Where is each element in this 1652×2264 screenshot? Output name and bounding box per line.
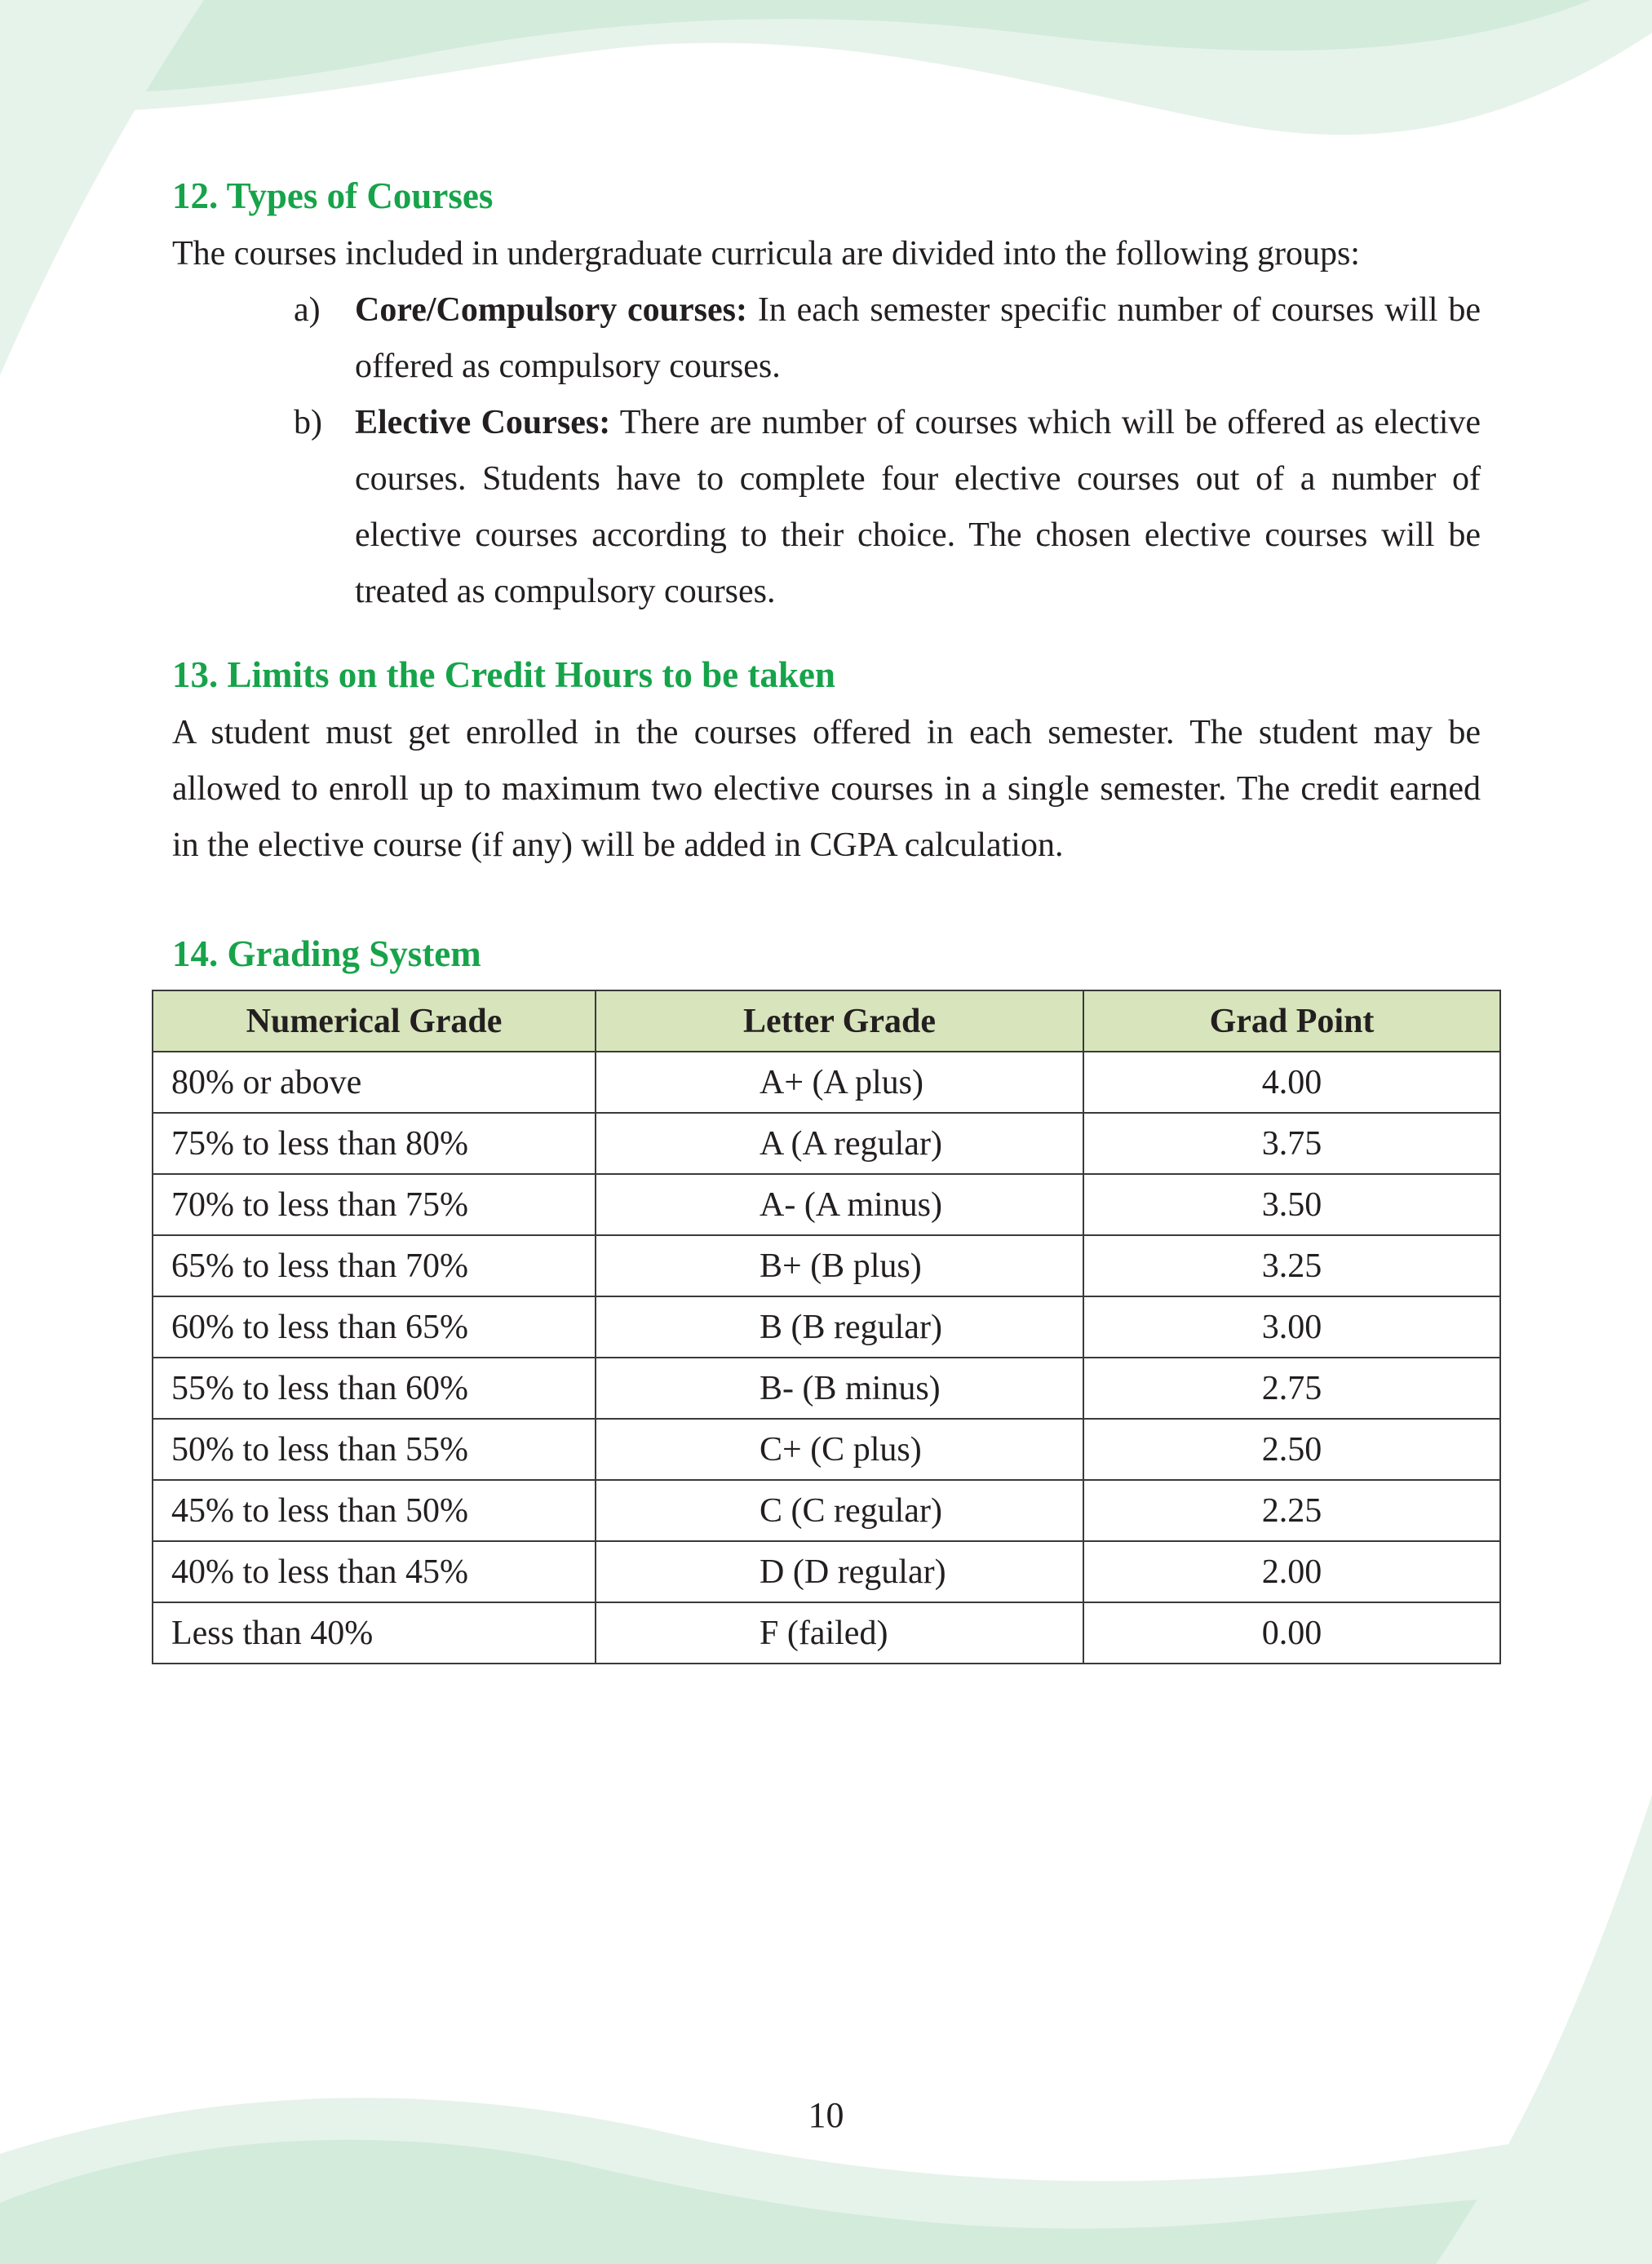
column-header-numerical-grade: Numerical Grade bbox=[153, 990, 596, 1052]
numerical-grade-cell: Less than 40% bbox=[153, 1602, 596, 1664]
letter-grade-cell: C (C regular) bbox=[596, 1480, 1083, 1541]
table-row bbox=[153, 1541, 1500, 1602]
list-item-text bbox=[355, 282, 1481, 395]
letter-grade-cell: B+ (B plus) bbox=[596, 1235, 1083, 1296]
numerical-grade-cell: 50% to less than 55% bbox=[153, 1419, 596, 1480]
numerical-grade-cell: 55% to less than 60% bbox=[153, 1358, 596, 1419]
letter-grade-cell: A+ (A plus) bbox=[596, 1052, 1083, 1113]
grade-point-cell: 3.50 bbox=[1083, 1174, 1500, 1235]
list-item-term: Core/Compulsory courses: bbox=[355, 291, 747, 329]
column-header-grad-point: Grad Point bbox=[1083, 990, 1500, 1052]
table-header-row bbox=[153, 990, 1500, 1052]
numerical-grade-cell: 70% to less than 75% bbox=[153, 1174, 596, 1235]
letter-grade-cell: F (failed) bbox=[596, 1602, 1083, 1664]
table-row bbox=[153, 1602, 1500, 1664]
numerical-grade-cell: 60% to less than 65% bbox=[153, 1296, 596, 1358]
grade-point-cell: 3.00 bbox=[1083, 1296, 1500, 1358]
list-marker: a) bbox=[294, 291, 321, 329]
table-row bbox=[153, 1419, 1500, 1480]
table-row bbox=[153, 1113, 1500, 1174]
numerical-grade-cell: 75% to less than 80% bbox=[153, 1113, 596, 1174]
list-item-core-courses bbox=[294, 282, 1481, 395]
list-item-text bbox=[355, 395, 1481, 620]
letter-grade-cell: B- (B minus) bbox=[596, 1358, 1083, 1419]
table-row bbox=[153, 1480, 1500, 1541]
list-item-term: Elective Courses: bbox=[355, 404, 611, 441]
section-12-intro: The courses included in undergraduate curricula are divided into the following groups: bbox=[172, 235, 1360, 272]
letter-grade-cell: B (B regular) bbox=[596, 1296, 1083, 1358]
page-number: 10 bbox=[808, 2095, 844, 2135]
section-13-heading: 13. Limits on the Credit Hours to be taken bbox=[172, 654, 835, 695]
numerical-grade-cell: 80% or above bbox=[153, 1052, 596, 1113]
table-row bbox=[153, 1235, 1500, 1296]
table-row bbox=[153, 1296, 1500, 1358]
grading-table bbox=[152, 990, 1501, 1664]
letter-grade-cell: A- (A minus) bbox=[596, 1174, 1083, 1235]
grade-point-cell: 0.00 bbox=[1083, 1602, 1500, 1664]
letter-grade-cell: A (A regular) bbox=[596, 1113, 1083, 1174]
grade-point-cell: 2.00 bbox=[1083, 1541, 1500, 1602]
table-row bbox=[153, 1358, 1500, 1419]
table-row bbox=[153, 1052, 1500, 1113]
grade-point-cell: 2.75 bbox=[1083, 1358, 1500, 1419]
grade-point-cell: 3.25 bbox=[1083, 1235, 1500, 1296]
section-12-heading: 12. Types of Courses bbox=[172, 175, 494, 216]
table-row bbox=[153, 1174, 1500, 1235]
numerical-grade-cell: 45% to less than 50% bbox=[153, 1480, 596, 1541]
list-item-description: There are number of courses which will be offered as elective courses. Students have to complete four elective courses out of a number of elective courses according to their choice. The chosen elective courses will be treated as compulsory courses. bbox=[355, 404, 1481, 610]
letter-grade-cell: D (D regular) bbox=[596, 1541, 1083, 1602]
list-item-description: In each semester specific number of courses will be offered as compulsory courses. bbox=[355, 291, 1481, 385]
grade-point-cell: 4.00 bbox=[1083, 1052, 1500, 1113]
numerical-grade-cell: 65% to less than 70% bbox=[153, 1235, 596, 1296]
numerical-grade-cell: 40% to less than 45% bbox=[153, 1541, 596, 1602]
section-14-heading: 14. Grading System bbox=[172, 933, 481, 974]
grade-point-cell: 2.25 bbox=[1083, 1480, 1500, 1541]
list-marker: b) bbox=[294, 404, 322, 441]
grade-point-cell: 2.50 bbox=[1083, 1419, 1500, 1480]
grade-point-cell: 3.75 bbox=[1083, 1113, 1500, 1174]
list-item-elective-courses bbox=[294, 395, 1481, 620]
letter-grade-cell: C+ (C plus) bbox=[596, 1419, 1083, 1480]
column-header-letter-grade: Letter Grade bbox=[596, 990, 1083, 1052]
section-13-body: A student must get enrolled in the courses offered in each semester. The student may be allowed to enroll up to maximum two elective courses in a single semester. The credit earned in the elective course (if any) will be added in CGPA calculation. bbox=[172, 714, 1481, 864]
